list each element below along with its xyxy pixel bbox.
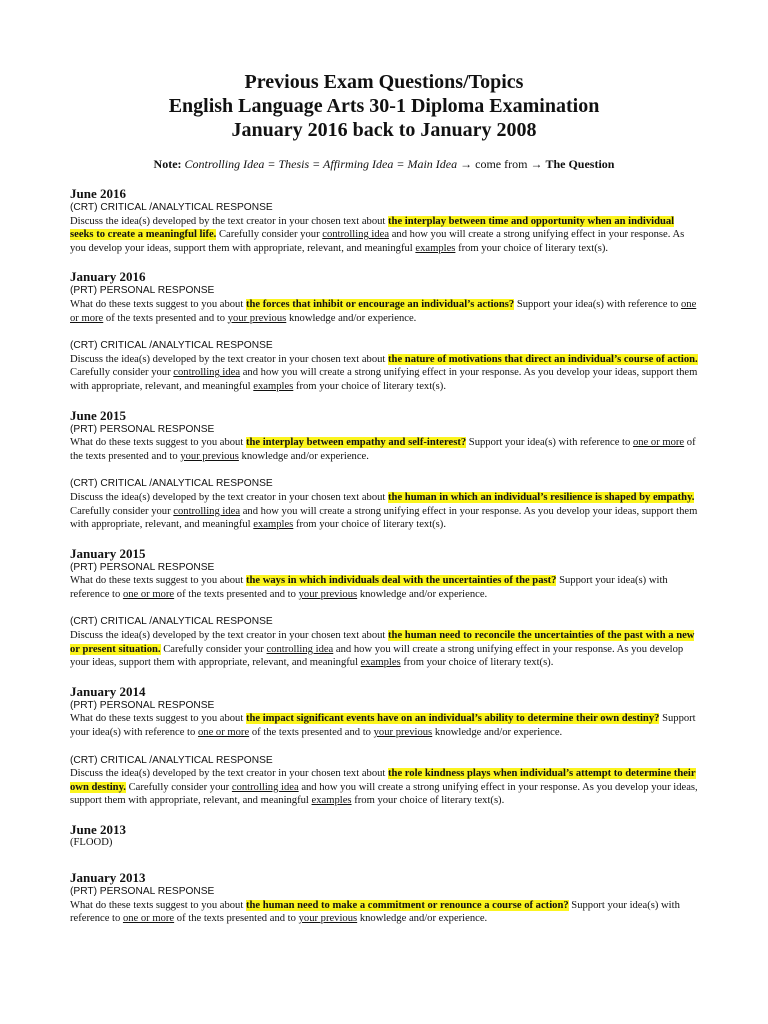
your-previous-underlined: your previous [298,913,358,925]
prt-tag: (PRT) PERSONAL RESPONSE [70,699,215,711]
prt-text-start: What do these texts suggest to you about [70,899,244,911]
section-heading: June 2016 [70,186,126,201]
prt-block [70,423,698,464]
controlling-idea-underlined: controlling idea [231,781,299,793]
crt-text: Carefully consider your [163,643,264,655]
crt-text: Carefully consider your [70,367,171,379]
crt-text: and how you will create a strong unifying effect in your response. As you develop your ideas, support them with appropriate, relevant, and meaningful [70,367,698,392]
your-previous-underlined: your previous [298,588,358,600]
prt-text: of the texts presented and to [70,437,696,462]
examples-underlined: examples [311,795,352,807]
prt-topic-highlight: the interplay between empathy and self-interest? [245,437,467,449]
crt-tag: (CRT) CRITICAL /ANALYTICAL RESPONSE [70,478,273,490]
crt-tag: (CRT) CRITICAL /ANALYTICAL RESPONSE [70,754,273,766]
prt-topic-highlight: the impact significant events have on an individual’s ability to determine their own destiny? [245,713,660,725]
one-or-more-underlined: one or more [122,913,175,925]
section-june-2016 [70,186,698,255]
prt-text-end: knowledge and/or experience. [434,727,563,739]
prt-text-start: What do these texts suggest to you about [70,575,244,587]
crt-text: and how you will create a strong unifying effect in your response. As you develop your ideas, support them with appropriate, relevant, and meaningful [70,643,684,669]
prt-text: of the texts presented and to [176,913,296,925]
crt-text-end: from your choice of literary text(s). [295,380,446,392]
prt-text: Support your idea(s) with reference to [516,298,679,310]
prt-block [70,699,698,740]
crt-topic-highlight: the role kindness plays when individual’s attempt to determine their own destiny. [70,768,696,793]
crt-topic-highlight: the nature of motivations that direct an individual’s course of action. [388,353,698,365]
note-line [70,157,698,172]
examples-underlined: examples [415,242,456,254]
section-heading: January 2015 [70,545,146,561]
section-january-2014 [70,684,698,808]
note-bold-end: The Question [545,157,615,171]
prt-text: Support your idea(s) with reference to [468,437,631,449]
crt-text-end: from your choice of literary text(s). [403,657,554,669]
prt-tag: (PRT) PERSONAL RESPONSE [70,423,215,435]
crt-block [70,201,698,255]
controlling-idea-underlined: controlling idea [173,367,241,379]
note-label: Note: [153,157,182,171]
prt-text: Support your idea(s) with reference to [70,899,680,925]
crt-text-start: Discuss the idea(s) developed by the text creator in your chosen text about [70,491,386,503]
crt-topic-highlight: the human need to reconcile the uncertainties of the past with a new or present situation. [70,630,695,655]
prt-text: of the texts presented and to [251,727,371,739]
examples-underlined: examples [360,657,401,669]
crt-block [70,754,698,808]
prt-topic-highlight: the human need to make a commitment or renounce a course of action? [245,899,569,911]
prt-tag: (PRT) PERSONAL RESPONSE [70,886,215,897]
crt-text-start: Discuss the idea(s) developed by the text creator in your chosen text about [70,215,386,227]
prt-block [70,561,698,602]
crt-text-start: Discuss the idea(s) developed by the text creator in your chosen text about [70,353,386,365]
section-heading: January 2014 [70,683,146,699]
crt-text-end: from your choice of literary text(s). [295,519,446,531]
note-italic-text: Controlling Idea = Thesis = Affirming Idea = Main Idea [184,157,458,171]
prt-topic-highlight: the ways in which individuals deal with the uncertainties of the past? [245,575,557,587]
one-or-more-underlined: one or more [122,588,175,600]
crt-text: Carefully consider your [218,229,320,241]
section-june-2015 [70,408,698,532]
prt-text-end: knowledge and/or experience. [359,913,488,925]
crt-block [70,477,698,531]
prt-block [70,885,698,926]
arrow-right-icon: → [530,157,543,171]
crt-text: and how you will create a strong unifying effect in your response. As you develop your ideas, support them with appropriate, relevant, and meaningful [70,505,698,531]
arrow-right-icon: → [460,157,473,171]
crt-text: Carefully consider your [70,505,171,517]
prt-text-start: What do these texts suggest to you about [70,713,244,725]
crt-topic-highlight: the interplay between time and opportunity when an individual seeks to create a meaningful life. [70,215,675,241]
prt-text-end: knowledge and/or experience. [241,450,369,462]
prt-text-end: knowledge and/or experience. [359,588,488,600]
examples-underlined: examples [253,380,294,392]
your-previous-underlined: your previous [180,450,239,462]
prt-tag: (PRT) PERSONAL RESPONSE [70,285,215,297]
one-or-more-underlined: one or more [632,437,685,449]
crt-text-end: from your choice of literary text(s). [354,795,505,807]
section-heading: January 2013 [70,870,146,885]
controlling-idea-underlined: controlling idea [266,643,334,655]
controlling-idea-underlined: controlling idea [322,229,390,241]
crt-block [70,615,698,669]
crt-text-end: from your choice of literary text(s). [458,242,609,254]
flood-note: (FLOOD) [70,837,113,848]
prt-text: Support your idea(s) with reference to [70,575,668,600]
prt-text: of the texts presented and to [176,588,296,600]
crt-text: and how you will create a strong unifying effect in your response. As you develop your ideas, support them with appropriate, relevant, and meaningful [70,781,698,807]
crt-tag: (CRT) CRITICAL /ANALYTICAL RESPONSE [70,202,273,213]
prt-text-end: knowledge and/or experience. [288,312,417,324]
prt-text: Support your idea(s) with reference to [70,713,696,739]
prt-block [70,284,698,325]
prt-tag: (PRT) PERSONAL RESPONSE [70,561,215,573]
your-previous-underlined: your previous [373,727,433,739]
prt-text: of the texts presented and to [105,312,226,324]
prt-topic-highlight: the forces that inhibit or encourage an individual’s actions? [245,298,515,310]
section-heading: June 2015 [70,407,126,423]
prt-text-start: What do these texts suggest to you about [70,437,244,449]
your-previous-underlined: your previous [227,312,287,324]
title-line-2: English Language Arts 30-1 Diploma Examination [168,95,600,117]
section-january-2013 [70,870,698,926]
section-january-2015 [70,546,698,670]
note-middle-text: come from [475,157,528,171]
crt-text: and how you will create a strong unifying effect in your response. As you develop your ideas, support them with appropriate, relevant, and meaningful [70,229,685,254]
crt-tag: (CRT) CRITICAL /ANALYTICAL RESPONSE [70,340,273,352]
title-line-1: Previous Exam Questions/Topics [244,71,524,93]
section-june-2013 [70,822,698,848]
one-or-more-underlined: one or more [197,727,250,739]
crt-text: Carefully consider your [128,781,230,793]
crt-text-start: Discuss the idea(s) developed by the text creator in your chosen text about [70,768,386,780]
title-line-3: January 2016 back to January 2008 [231,119,537,141]
crt-text-start: Discuss the idea(s) developed by the text creator in your chosen text about [70,630,386,642]
section-heading: January 2016 [70,269,146,285]
crt-block [70,339,698,393]
prt-text-start: What do these texts suggest to you about [70,298,244,310]
crt-tag: (CRT) CRITICAL /ANALYTICAL RESPONSE [70,616,273,628]
examples-underlined: examples [253,519,294,531]
section-heading: June 2013 [70,822,126,837]
section-january-2016 [70,269,698,393]
crt-topic-highlight: the human in which an individual’s resilience is shaped by empathy. [388,491,695,503]
one-or-more-underlined: one or more [70,298,697,324]
controlling-idea-underlined: controlling idea [173,505,241,517]
